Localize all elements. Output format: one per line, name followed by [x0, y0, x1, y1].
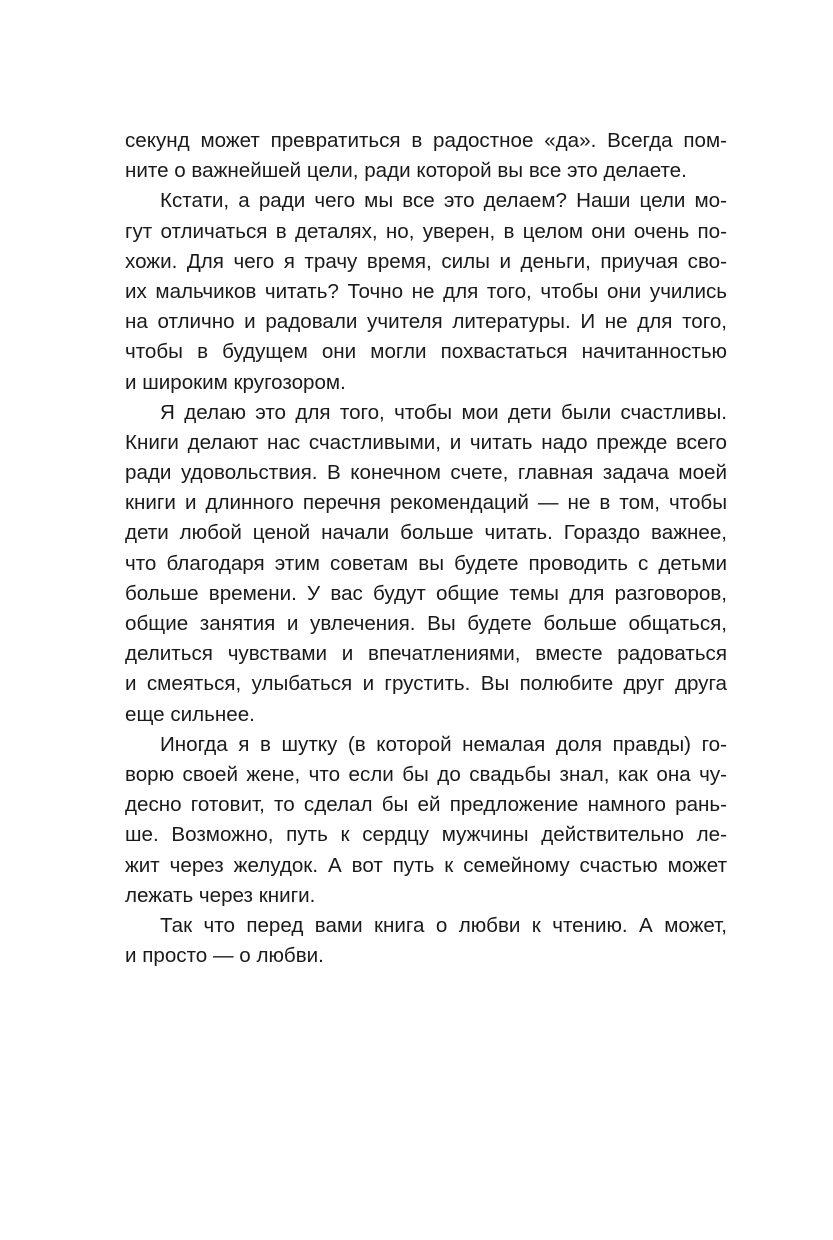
text-line: Книги делают нас счастливыми, и читать надо прежде всего	[125, 430, 727, 454]
text-line: общие занятия и увлечения. Вы будете больше общаться,	[125, 612, 727, 635]
text-line: и просто — о любви.	[125, 944, 324, 968]
text-line: Я делаю это для того, чтобы мои дети были счастливы.	[160, 400, 727, 424]
text-line: их мальчиков читать? Точно не для того, чтобы они учились	[125, 279, 727, 303]
text-line: больше времени. У вас будут общие темы для разговоров,	[125, 581, 727, 605]
text-line: Иногда я в шутку (в которой немалая доля правды) го-	[160, 732, 727, 756]
text-line: на отлично и радовали учителя литературы. И не для того,	[125, 310, 727, 334]
text-line: что благодаря этим советам вы будете проводить с детьми	[125, 551, 727, 575]
text-line: ради удовольствия. В конечном счете, главная задача моей	[125, 461, 727, 485]
text-line: жит через желудок. А вот путь к семейному счастью может	[125, 853, 727, 877]
text-line: лежать через книги.	[125, 883, 316, 907]
text-line: ните о важнейшей цели, ради которой вы все это делаете.	[125, 159, 687, 183]
text-line: гут отличаться в деталях, но, уверен, в целом они очень по-	[125, 219, 727, 243]
text-line: делиться чувствами и впечатлениями, вместе радоваться	[125, 642, 727, 666]
text-line: и широким кругозором.	[125, 370, 346, 394]
text-line: Так что перед вами книга о любви к чтению. А может,	[160, 913, 727, 937]
text-line: Кстати, а ради чего мы все это делаем? Наши цели мо-	[160, 189, 727, 213]
text-line: и смеяться, улыбаться и грустить. Вы полюбите друг друга	[125, 672, 727, 696]
body-text	[125, 126, 727, 971]
text-line: ше. Возможно, путь к сердцу мужчины действительно ле-	[125, 823, 727, 847]
text-line: секунд может превратиться в радостное «да». Всегда пом-	[125, 129, 727, 152]
text-line: десно готовит, то сделал бы ей предложение намного рань-	[125, 793, 727, 817]
text-line: чтобы в будущем они могли похвастаться начитанностью	[125, 340, 727, 364]
text-line: хожи. Для чего я трачу время, силы и деньги, приучая сво-	[125, 249, 727, 273]
text-line: книги и длинного перечня рекомендаций — не в том, чтобы	[125, 491, 727, 515]
text-line: дети любой ценой начали больше читать. Гораздо важнее,	[125, 521, 727, 545]
text-line: еще сильнее.	[125, 702, 255, 726]
text-line: ворю своей жене, что если бы до свадьбы знал, как она чу-	[125, 762, 727, 786]
